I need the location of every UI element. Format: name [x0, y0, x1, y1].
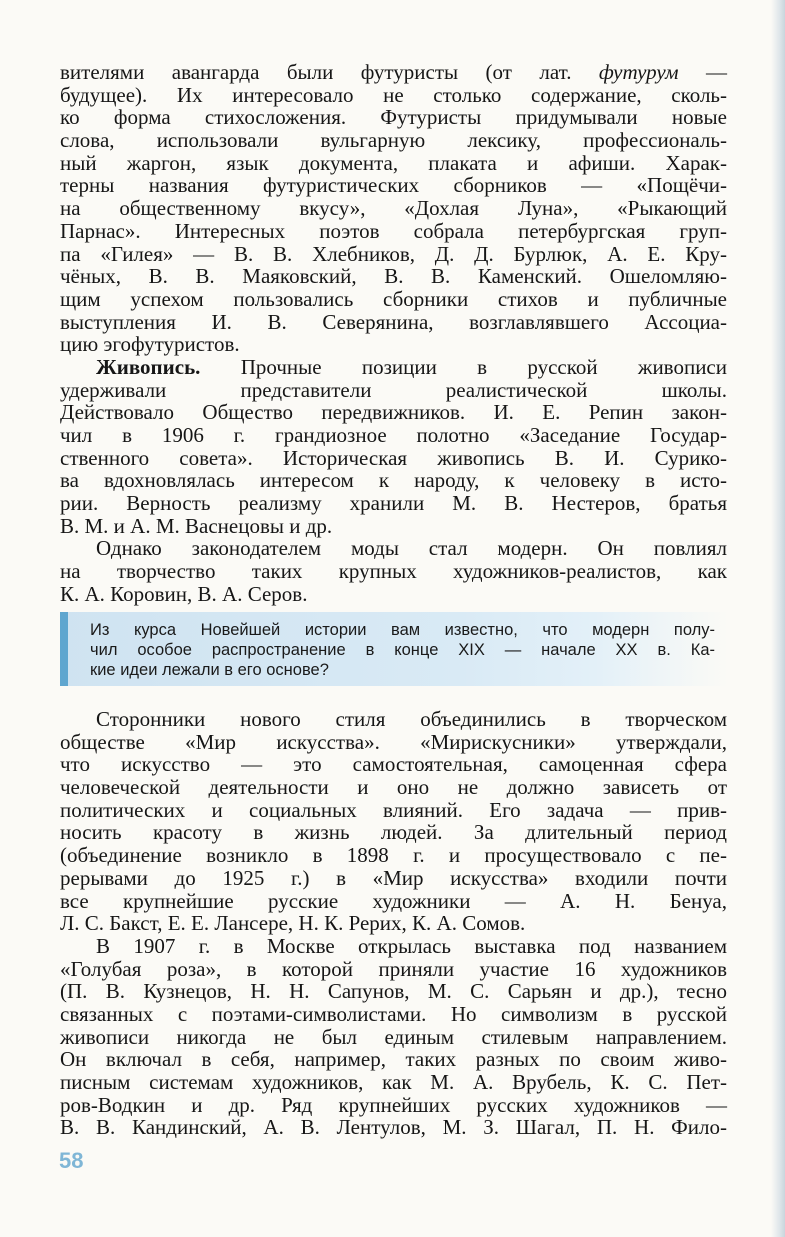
text-line: В 1907 г. в Москве открылась выставка под названием [96, 933, 727, 958]
text-line: Парнас». Интересных поэтов собрала петербургская груп- [60, 218, 727, 243]
text-line: В. В. Кандинский, А. В. Лентулов, М. З. Шагал, П. Н. Фило- [60, 1115, 727, 1140]
callout-accent-bar [60, 612, 68, 686]
text-line: связанных с поэтами-символистами. Но символизм в русской [60, 1001, 727, 1026]
text-line: «Голубая роза», в которой приняли участие 16 художников [60, 956, 727, 981]
section-heading: Живопись. [96, 354, 201, 379]
text-line: Сторонники нового стиля объединились в творческом [96, 707, 727, 731]
text-line [60, 356, 727, 379]
text-line: выступления И. В. Северянина, возглавлявшего Ассоциа- [60, 309, 727, 334]
text-line: па «Гилея» — В. В. Хлебников, Д. Д. Бурлюк, А. Е. Кру- [60, 241, 727, 266]
text-top [60, 61, 727, 606]
text-line: писным системам художников, как М. А. Врубель, К. С. Пет- [60, 1070, 727, 1094]
text-line: (П. В. Кузнецов, Н. Н. Сапунов, М. С. Сарьян и др.), тесно [60, 979, 727, 1004]
callout-line: кие идеи лежали в его основе? [90, 661, 329, 679]
text-line: Однако законодателем моды стал модерн. Он повлиял [96, 536, 727, 561]
text-line: щим успехом пользовались сборники стихов и публичные [60, 286, 727, 311]
callout-text [90, 620, 715, 680]
text-line: (объединение возникло в 1898 г. и просуществовало с пе- [60, 843, 727, 868]
text-line: удерживали представители реалистической школы. [60, 377, 727, 402]
paragraph-futurists [60, 61, 727, 356]
paragraph-painting [60, 356, 727, 538]
text-line: будущее). Их интересовало не столько содержание, сколь- [60, 82, 727, 107]
text-line: слова, использовали вульгарную лексику, профессиональ- [60, 128, 727, 153]
text-line: ва вдохновлялась интересом к народу, к человеку в исто- [60, 468, 727, 493]
callout-line: Из курса Новейшей истории вам известно, что модерн полу- [90, 621, 715, 639]
text-line: на общественному вкусу», «Дохлая Луна», «Рыкающий [60, 196, 727, 221]
text-line: ный жаргон, язык документа, плаката и афиши. Харак- [60, 150, 727, 175]
text-line: рии. Верность реализму хранили М. В. Нестеров, братья [60, 491, 727, 516]
text-line: Он включал в себя, например, таких разных по своим живо- [60, 1047, 727, 1072]
page-edge [771, 0, 785, 1237]
page-number: 58 [59, 1148, 84, 1173]
text-fragment: вителями авангарда были футуристы (от лат. [60, 60, 599, 84]
text-line: что искусство — это самостоятельная, самоценная сфера [60, 752, 727, 777]
text-line: на творчество таких крупных художников-реалистов, как [60, 559, 727, 584]
callout-line: чил особое распространение в конце XIX — начале XX в. Ка- [90, 641, 715, 659]
text-line: ственного совета». Историческая живопись В. И. Сурико- [60, 445, 727, 470]
text-line: ко форма стихосложения. Футуристы придумывали новые [60, 105, 727, 130]
text-line: цию эгофутуристов. [60, 332, 240, 357]
text-line: обществе «Мир искусства». «Мирискусники» утверждали, [60, 729, 727, 754]
latin-term: футурум [598, 60, 679, 84]
text-bottom [60, 708, 727, 1139]
text-fragment: Прочные позиции в русской живописи [200, 354, 727, 379]
text-line: В. М. и А. М. Васнецовы и др. [60, 513, 333, 538]
text-line: живописи никогда не был единым стилевым направлением. [60, 1024, 727, 1049]
text-line [60, 61, 727, 84]
text-line: К. А. Коровин, В. А. Серов. [60, 581, 308, 606]
text-line: политических и социальных влияний. Его задача — прив- [60, 797, 727, 822]
text-line: терны названия футуристических сборников — «Пощёчи- [60, 173, 727, 198]
paragraph-blue-rose [60, 935, 727, 1139]
text-fragment: — [678, 60, 728, 84]
text-line: Л. С. Бакст, Е. Е. Лансере, Н. К. Рерих, К. А. Сомов. [60, 911, 526, 936]
text-line: рерывами до 1925 г.) в «Мир искусства» входили почти [60, 865, 727, 890]
text-line: все крупнейшие русские художники — А. Н. Бенуа, [60, 888, 727, 913]
question-callout [60, 612, 728, 686]
text-line: человеческой деятельности и оно не должно зависеть от [60, 775, 727, 800]
text-line: Действовало Общество передвижников. И. Е. Репин закон- [60, 400, 727, 425]
text-line: ров-Водкин и др. Ряд крупнейших русских художников — [60, 1092, 727, 1117]
text-line: чил в 1906 г. грандиозное полотно «Заседание Государ- [60, 423, 727, 447]
text-line: носить красоту в жизнь людей. За длительный период [60, 820, 727, 845]
paragraph-modern [60, 537, 727, 605]
paragraph-world-of-art [60, 708, 727, 935]
text-line: чёных, В. В. Маяковский, В. В. Каменский. Ошеломляю- [60, 264, 727, 289]
